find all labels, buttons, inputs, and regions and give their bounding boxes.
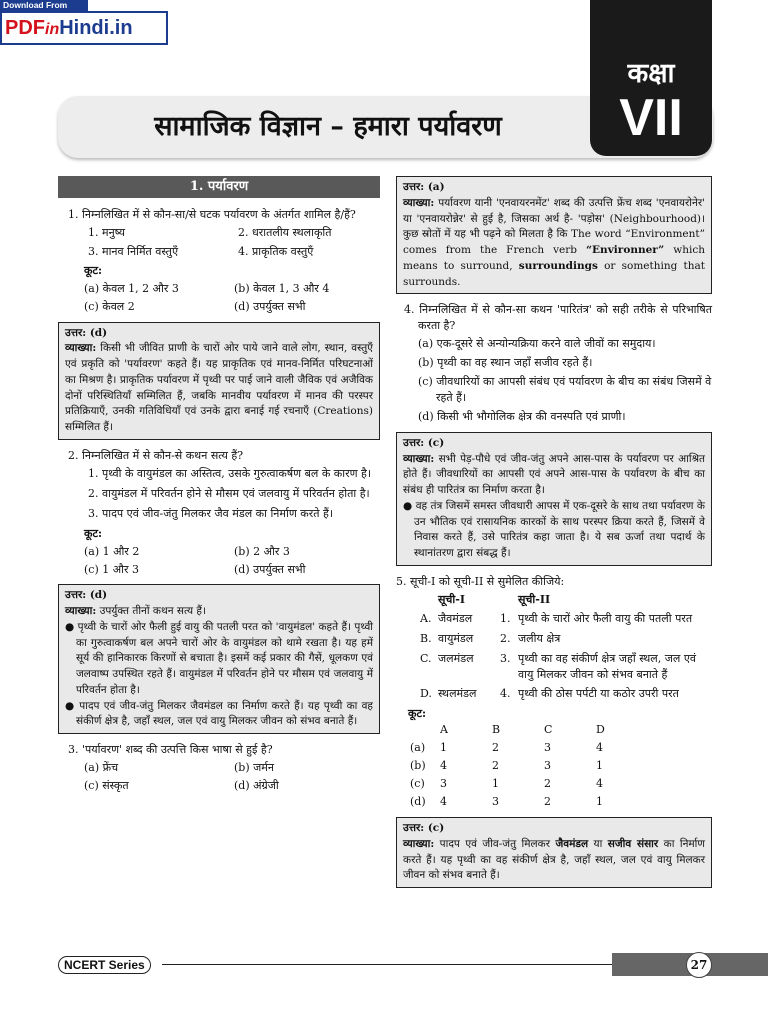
- explanation-bold: surroundings: [518, 259, 598, 272]
- list-1-item: वायुमंडल: [438, 631, 474, 645]
- right-column: [396, 176, 712, 896]
- statement: 3. पादप एवं जीव-जंतु मिलकर जैव मंडल का निर्माण करते हैं।: [88, 506, 334, 520]
- q2-statements: [58, 466, 380, 522]
- explanation-text: or something that surrounds.: [403, 259, 705, 288]
- answer-box-1: [58, 322, 380, 440]
- explanation-bold: सजीव संसार: [607, 837, 659, 850]
- logo-pdf: PDF: [5, 17, 45, 39]
- answer-label: उत्तर: (c): [403, 436, 445, 449]
- explanation-text: का निर्माण करते हैं। यह पृथ्वी का वह संकीर्ण क्षेत्र है, जहाँ स्थल, जल एवं वायु मिलकर जीवन को संभव बनाते हैं।: [403, 837, 705, 882]
- option: (c) जीवधारियों का आपसी संबंध एवं पर्यावरण के बीच का संबंध जिसमें वे रहते हैं।: [418, 375, 712, 404]
- list-2-item: पृथ्वी के चारों ओर फैली वायु की पतली परत: [518, 611, 693, 625]
- code-cell: 2: [492, 759, 499, 773]
- series-label: NCERT Series: [58, 956, 151, 974]
- statement: 2. वायुमंडल में परिवर्तन होने से मौसम एवं जलवायु में परिवर्तन होता है।: [88, 486, 370, 500]
- code-cell: 3: [544, 759, 551, 773]
- explanation-text: पर्यावरण यानी 'एनवायरनमेंट' शब्द की उत्पत्ति फ्रेंच शब्द 'एनवायरोनेर' या 'एनवायरोन्नेर' से हुई है, जिसका अर्थ है- 'पड़ोस' (Neighbourhood)। कुछ स्रोतों में यह भी पढ़ने को मिलता है कि The word “Environment” comes from the French verb: [403, 196, 705, 256]
- option: (d) अंग्रेजी: [234, 779, 279, 793]
- code-cell: 4: [440, 759, 447, 773]
- explanation-text: उपर्युक्त तीनों कथन सत्य हैं।: [96, 605, 206, 618]
- option: (a) फ्रेंच: [84, 761, 119, 775]
- explanation-label: व्याख्या:: [65, 342, 97, 355]
- statement: 1. पृथ्वी के वायुमंडल का अस्तित्व, उसके गुरुत्वाकर्षण बल के कारण है।: [88, 466, 372, 480]
- option: (b) 2 और 3: [234, 544, 290, 558]
- question-2: 2. निम्नलिखित में से कौन-से कथन सत्य हैं?: [68, 448, 244, 462]
- answer-label: उत्तर: (d): [65, 589, 108, 602]
- answer-box-3: [396, 176, 712, 294]
- class-number: VII: [619, 89, 683, 147]
- code-cell: 3: [544, 741, 551, 755]
- code-cell: (d): [410, 795, 426, 809]
- footer-rule: [162, 964, 614, 965]
- code-cell: 1: [596, 795, 603, 809]
- code-head: A: [440, 723, 448, 737]
- explanation-label: व्याख्या:: [403, 452, 435, 465]
- match-row: B. वायुमंडल 2. जलीय क्षेत्र: [400, 631, 712, 647]
- answer-box-2: [58, 584, 380, 734]
- option: (a) 1 और 2: [84, 544, 140, 558]
- kut-label: कूट:: [408, 707, 427, 721]
- answer-label: उत्तर: (d): [65, 326, 108, 339]
- match-row: C. जलमंडल 3. पृथ्वी का वह संकीर्ण क्षेत्र जहाँ स्थल, जल एवं वायु मिलकर जीवन को संभव बनाते हैं: [400, 651, 712, 683]
- list-1-item: जलमंडल: [438, 651, 474, 665]
- option: (b) केवल 1, 3 और 4: [234, 281, 330, 295]
- question-4: 4. निम्नलिखित में से कौन-सा कथन 'पारितंत्र' को सही तरीके से परिभाषित करता है?: [404, 303, 712, 333]
- answer-label: उत्तर: (a): [403, 181, 445, 193]
- code-cell: 4: [596, 777, 603, 791]
- list-2-heading: सूची-II: [518, 592, 551, 606]
- code-cell: 2: [544, 777, 551, 791]
- option: (b) पृथ्वी का वह स्थान जहाँ सजीव रहते हैं।: [418, 356, 593, 370]
- code-table: [410, 722, 712, 810]
- explanation-text: या: [588, 837, 608, 850]
- explanation-bullet: ● पादप एवं जीव-जंतु मिलकर जैवमंडल का निर्माण करते हैं। यह पृथ्वी का वह संकीर्ण क्षेत्र है, जहाँ स्थल, जल एवं वायु मिलकर जीवन को संभव बनाते हैं।: [65, 699, 373, 728]
- match-table: [400, 592, 712, 703]
- logo-hindi: Hindi.in: [59, 17, 133, 39]
- question-5: 5. सूची-I को सूची-II से सुमेलित कीजिये:: [396, 574, 565, 588]
- statement: 3. मानव निर्मित वस्तुएँ: [88, 244, 179, 258]
- match-header: [400, 592, 712, 608]
- code-head: C: [544, 723, 553, 737]
- list-2-item: पृथ्वी की ठोस पर्पटी या कठोर उपरी परत: [518, 687, 679, 701]
- code-head: B: [492, 723, 501, 737]
- code-head: D: [596, 723, 605, 737]
- option: (b) जर्मन: [234, 761, 274, 775]
- question-1: 1. निम्नलिखित में से कौन-सा/से घटक पर्यावरण के अंतर्गत शामिल है/हैं?: [68, 208, 356, 221]
- logo-in: in: [45, 21, 60, 38]
- class-badge: [590, 0, 712, 156]
- kut-label: कूट:: [84, 263, 103, 277]
- explanation-bullet: ● पृथ्वी के चारों ओर फैली हुई वायु की पतली परत को 'वायुमंडल' कहते हैं। पृथ्वी का गुरुत्वाकर्षण बल अपने चारों ओर के वायुमंडल को थामे रखता है। यह हमें सूर्य की हानिकारक किरणों से बचाता है। इसमें कई प्रकार की गैसें, धूलकण एवं जलवाष्प उपस्थित रहते हैं। वायुमंडल में परिवर्तन होने पर मौसम एवं जलवायु में परिवर्तन होता है।: [65, 620, 373, 696]
- statement: 4. प्राकृतिक वस्तुएँ: [238, 244, 314, 258]
- site-logo[interactable]: [0, 11, 168, 45]
- answer-box-4: [396, 432, 712, 566]
- option: (d) किसी भी भौगोलिक क्षेत्र की वनस्पति एवं प्राणी।: [418, 409, 626, 423]
- code-head: [410, 722, 440, 738]
- q2-options: [84, 544, 380, 578]
- row-number: 2.: [500, 631, 511, 645]
- code-cell: 1: [492, 777, 499, 791]
- list-1-item: जैवमंडल: [438, 611, 473, 625]
- row-number: 3.: [500, 651, 511, 665]
- answer-box-5: [396, 817, 712, 888]
- code-cell: 1: [440, 741, 447, 755]
- q1-statements: [88, 225, 380, 260]
- match-row: D. स्थलमंडल 4. पृथ्वी की ठोस पर्पटी या कठोर उपरी परत: [400, 686, 712, 702]
- code-cell: 4: [440, 795, 447, 809]
- answer-label: उत्तर: (c): [403, 822, 445, 834]
- left-column: [58, 176, 380, 794]
- list-2-item: जलीय क्षेत्र: [518, 631, 561, 645]
- explanation-label: व्याख्या:: [65, 605, 97, 618]
- page-number: 27: [686, 952, 712, 978]
- list-1-item: स्थलमंडल: [438, 687, 477, 701]
- q4-options: [396, 336, 712, 425]
- explanation-bold: जैवमंडल: [555, 837, 589, 850]
- q3-options: [84, 760, 380, 794]
- code-cell: (c): [410, 777, 425, 791]
- explanation-bullet: ● वह तंत्र जिसमें समस्त जीवधारी आपस में एक-दूसरे के साथ तथा पर्यावरण के उन भौतिक एवं रासायनिक कारकों के साथ परस्पर क्रिया करते हैं, जिसमें वे निवास करते हैं, उसे पारितंत्र कहा जाता है। ये सब ऊर्जा तथा पदार्थ के स्थानांतरण द्वारा संबद्ध हैं।: [403, 499, 705, 560]
- logo-tagline: Download From: [0, 0, 88, 11]
- page-title: सामाजिक विज्ञान – हमारा पर्यावरण: [154, 111, 502, 142]
- code-cell: (b): [410, 759, 426, 773]
- code-cell: 2: [492, 741, 499, 755]
- code-cell: 3: [492, 795, 499, 809]
- code-cell: 4: [596, 741, 603, 755]
- section-heading: 1. पर्यावरण: [58, 176, 380, 198]
- explanation-text: सभी पेड़-पौधे एवं जीव-जंतु अपने आस-पास के पर्यावरण पर आश्रित होते हैं। जीवधारियों का आपसी एवं अपने आस-पास के पर्यावरण के बीच का संबंध ही पारितंत्र का निर्माण करता है।: [403, 452, 705, 497]
- statement: 1. मनुष्य: [88, 225, 125, 239]
- statement: 2. धरातलीय स्थलाकृति: [238, 225, 332, 239]
- code-cell: (a): [410, 741, 426, 755]
- explanation-label: व्याख्या:: [403, 837, 435, 850]
- match-row: A. जैवमंडल 1. पृथ्वी के चारों ओर फैली वायु की पतली परत: [400, 611, 712, 627]
- option: (c) संस्कृत: [84, 779, 129, 793]
- question-3: 3. 'पर्यावरण' शब्द की उत्पत्ति किस भाषा से हुई है?: [68, 743, 273, 757]
- list-2-item: पृथ्वी का वह संकीर्ण क्षेत्र जहाँ स्थल, जल एवं वायु मिलकर जीवन को संभव बनाते हैं: [518, 651, 697, 681]
- row-number: 4.: [500, 687, 511, 701]
- option: (c) 1 और 3: [84, 562, 139, 576]
- explanation-text: पादप एवं जीव-जंतु मिलकर: [434, 837, 556, 850]
- option: (a) केवल 1, 2 और 3: [84, 281, 179, 295]
- explanation-text: which means to surround,: [403, 244, 705, 272]
- list-1-heading: सूची-I: [438, 592, 465, 606]
- q1-options: [84, 281, 380, 315]
- code-cell: 1: [596, 759, 603, 773]
- code-cell: 2: [544, 795, 551, 809]
- explanation-label: व्याख्या:: [403, 196, 435, 209]
- explanation-bold: “Environner”: [586, 244, 665, 256]
- class-label: कक्षा: [627, 58, 675, 89]
- option: (a) एक-दूसरे से अन्योन्यक्रिया करने वाले जीवों का समुदाय।: [418, 337, 656, 351]
- explanation-text: किसी भी जीवित प्राणी के चारों ओर पाये जाने वाले लोग, स्थान, वस्तुएँ एवं प्रकृति को 'पर्यावरण' कहते हैं। यह प्राकृतिक एवं मानव-निर्मित परिघटनाओं का मिश्रण है। प्राकृतिक पर्यावरण में पृथ्वी पर पाई जाने वाली जैविक एवं अजैविक दोनों परिस्थितियाँ सम्मिलित हैं, जबकि मानवीय पर्यावरण में मानव की परस्पर प्रतिक्रियाएँ, उनकी गतिविधियाँ एवं उनके द्वारा बनाई गई रचनाएँ (Creations) सम्मिलित हैं।: [65, 342, 373, 434]
- option: (d) उपर्युक्त सभी: [234, 562, 306, 576]
- option: (d) उपर्युक्त सभी: [234, 299, 306, 313]
- kut-label: कूट:: [84, 526, 103, 540]
- code-cell: 3: [440, 777, 447, 791]
- option: (c) केवल 2: [84, 299, 135, 313]
- row-number: 1.: [500, 611, 511, 625]
